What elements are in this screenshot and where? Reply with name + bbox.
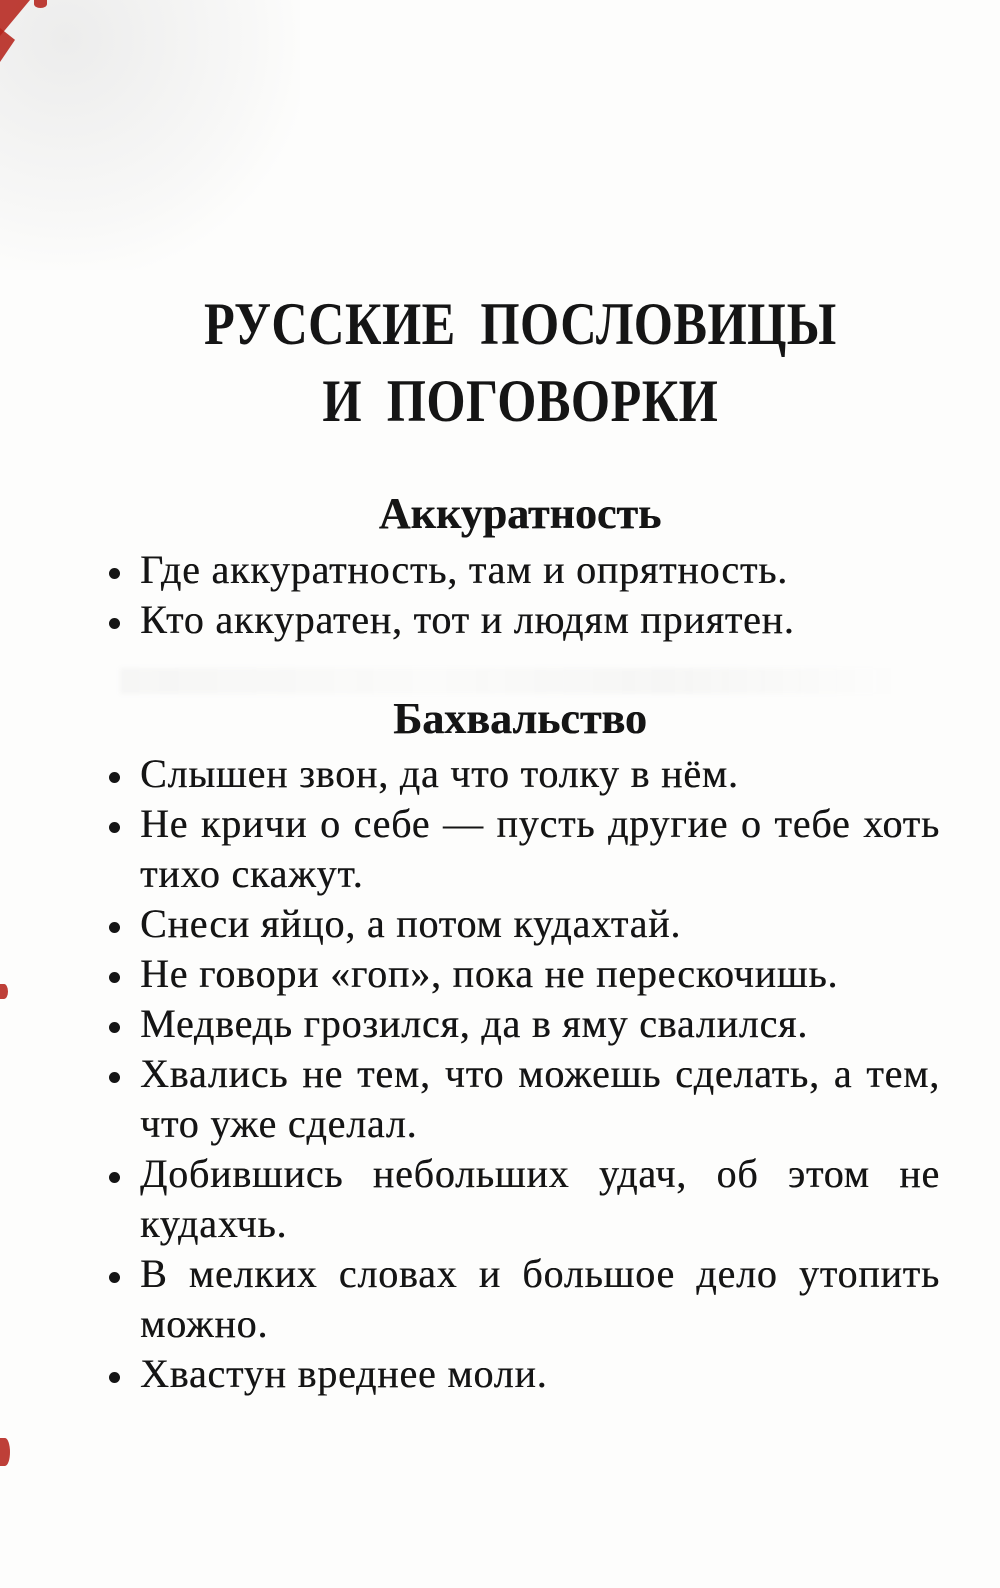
proverb-line: Не кричи о себе — пусть другие о тебе хоть — [140, 801, 940, 846]
proverb-item — [140, 1349, 940, 1399]
scan-edge-red-mark — [0, 28, 15, 62]
proverb-line: Не говори «гоп», пока не перескочишь. — [140, 951, 839, 996]
proverb-item — [140, 1149, 940, 1249]
proverb-line: что уже сделал. — [140, 1101, 418, 1146]
page-title-line-2: И ПОГОВОРКИ — [322, 368, 719, 434]
proverb-line: Хвастун вреднее моли. — [140, 1351, 548, 1396]
page-title — [84, 286, 958, 440]
proverb-line: Медведь грозился, да в яму свалился. — [140, 1001, 809, 1046]
bullet-icon — [109, 1172, 120, 1183]
section-heading-bakhvalstvo: Бахвальство — [393, 694, 647, 743]
proverb-line: Снеси яйцо, а потом кудахтай. — [140, 901, 682, 946]
bullet-icon — [109, 568, 120, 579]
bullet-icon — [109, 1072, 120, 1083]
proverb-item — [140, 1249, 940, 1349]
proverb-line: Кто аккуратен, тот и людям приятен. — [140, 597, 795, 642]
proverb-item — [140, 999, 940, 1049]
proverb-list-akkuratnost — [140, 545, 940, 645]
scan-smudge — [0, 0, 300, 270]
scan-edge-red-mark — [0, 0, 30, 36]
scan-edge-red-mark — [34, 0, 47, 8]
proverb-item — [140, 1049, 940, 1149]
section-heading-akkuratnost: Аккуратность — [378, 489, 662, 538]
proverb-line: Слышен звон, да что толку в нём. — [140, 751, 739, 796]
proverb-item — [140, 899, 940, 949]
bullet-icon — [109, 1022, 120, 1033]
proverb-item — [140, 545, 940, 595]
scan-edge-red-mark — [0, 984, 8, 999]
proverb-line: Добившись небольших удач, об этом не — [140, 1151, 940, 1196]
proverb-line: можно. — [140, 1301, 269, 1346]
proverb-line: тихо скажут. — [140, 851, 364, 896]
bullet-icon — [109, 822, 120, 833]
bullet-icon — [109, 1372, 120, 1383]
bullet-icon — [109, 772, 120, 783]
scan-edge-red-mark — [0, 1438, 10, 1466]
bullet-icon — [109, 972, 120, 983]
scan-smudge — [120, 668, 900, 694]
proverb-line: В мелких словах и большое дело утопить — [140, 1251, 940, 1296]
proverb-item — [140, 595, 940, 645]
bullet-icon — [109, 922, 120, 933]
proverb-item — [140, 799, 940, 899]
bullet-icon — [109, 1272, 120, 1283]
proverb-line: кудахчь. — [140, 1201, 288, 1246]
proverb-list-bakhvalstvo — [140, 749, 940, 1399]
page-title-line-1: РУССКИЕ ПОСЛОВИЦЫ — [204, 291, 837, 357]
bullet-icon — [109, 618, 120, 629]
proverb-line: Где аккуратность, там и опрятность. — [140, 547, 788, 592]
proverb-line: Хвались не тем, что можешь сделать, а тем, — [140, 1051, 940, 1096]
proverb-item — [140, 949, 940, 999]
proverb-item — [140, 749, 940, 799]
